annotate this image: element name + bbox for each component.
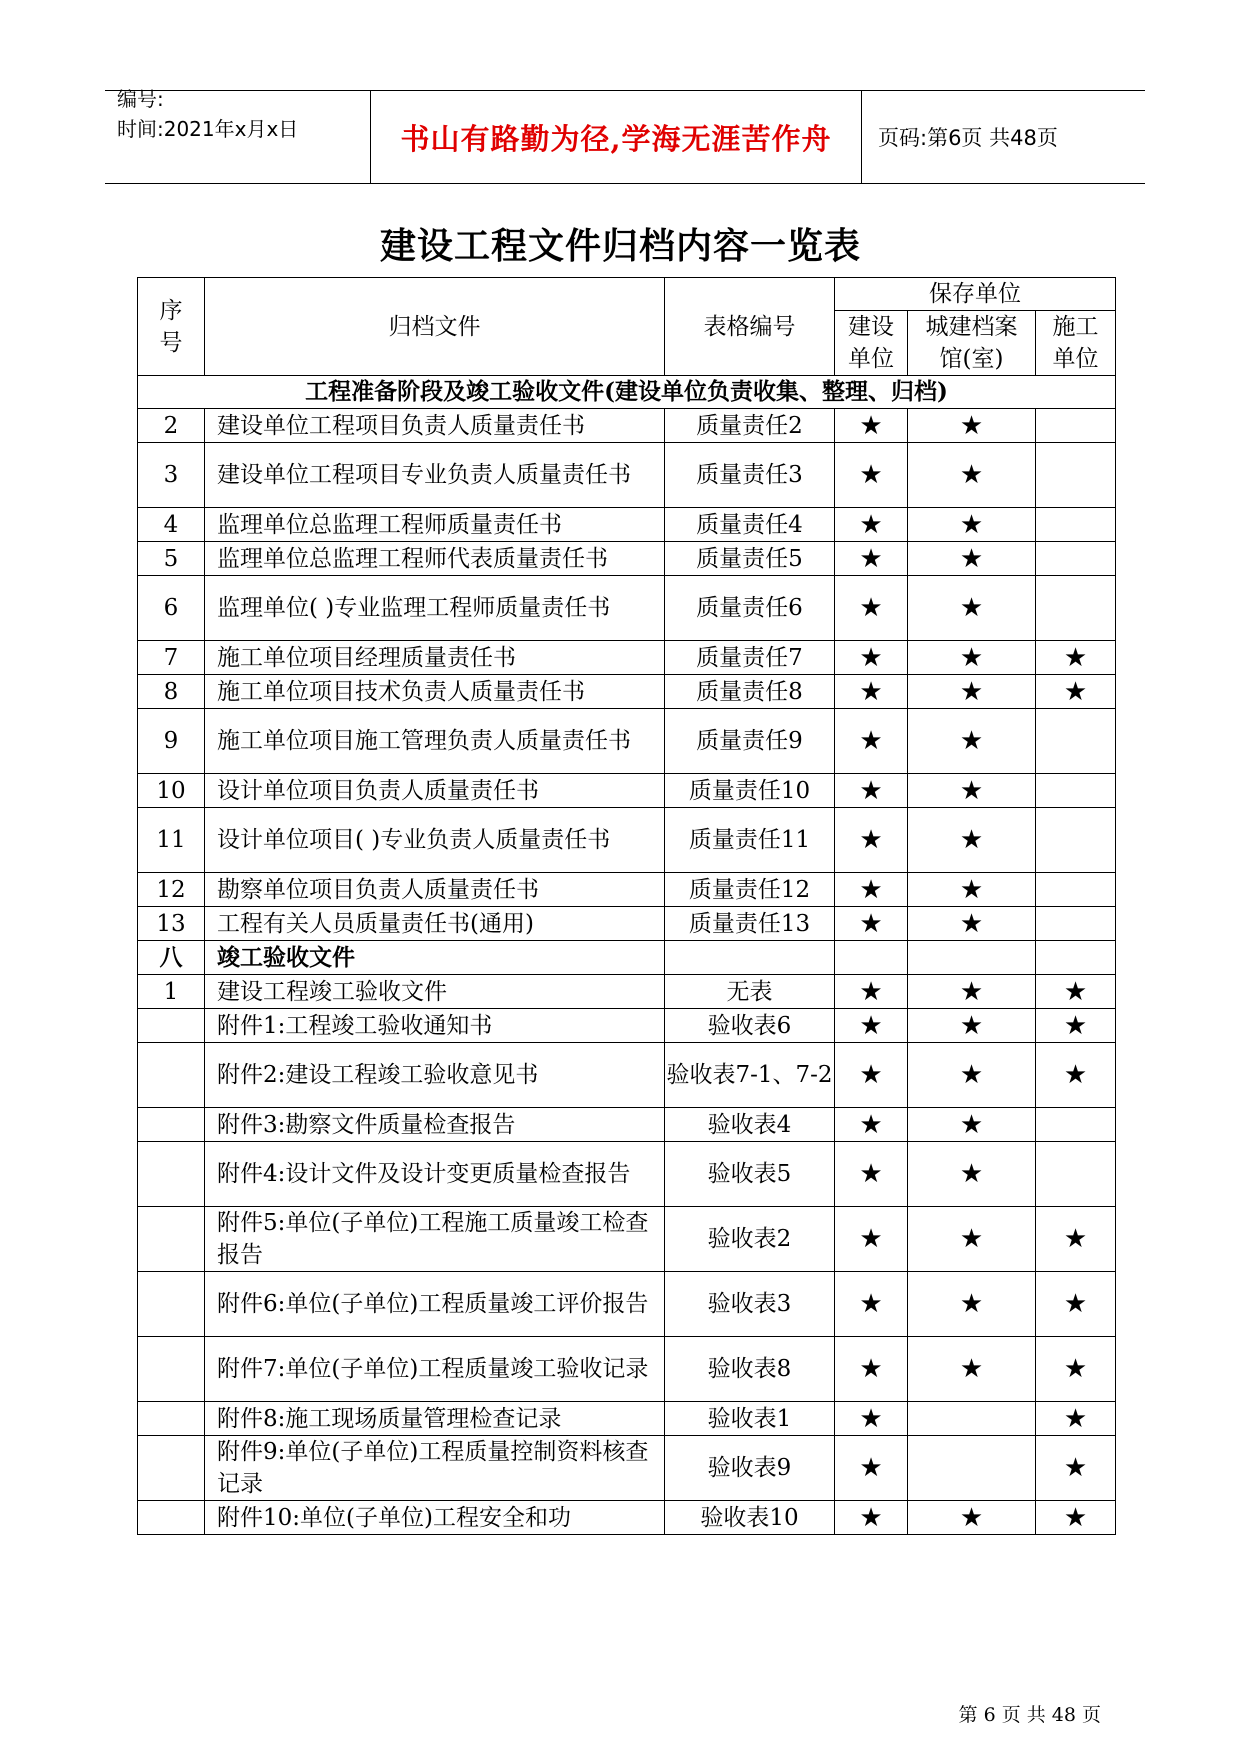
row-seq: 6 (138, 576, 205, 641)
row-contractor: ★ (1036, 1501, 1116, 1535)
table-row (138, 1009, 1116, 1043)
row-archive (908, 941, 1036, 975)
row-owner: ★ (835, 576, 908, 641)
row-seq: 13 (138, 907, 205, 941)
row-doc: 附件10:单位(子单位)工程安全和功 (205, 1501, 665, 1535)
row-archive: ★ (908, 443, 1036, 508)
row-doc: 施工单位项目技术负责人质量责任书 (205, 675, 665, 709)
row-doc: 附件6:单位(子单位)工程质量竣工评价报告 (205, 1272, 665, 1337)
row-archive: ★ (908, 709, 1036, 774)
row-archive: ★ (908, 907, 1036, 941)
row-contractor: ★ (1036, 641, 1116, 675)
row-seq (138, 1009, 205, 1043)
row-owner: ★ (835, 1402, 908, 1436)
table-row (138, 641, 1116, 675)
col-form-header: 表格编号 (665, 278, 835, 376)
table-row (138, 1207, 1116, 1272)
row-archive: ★ (908, 576, 1036, 641)
row-doc: 监理单位总监理工程师质量责任书 (205, 508, 665, 542)
row-seq (138, 1436, 205, 1501)
row-form: 验收表8 (665, 1337, 835, 1402)
time-label: 时间:2021年x月x日 (117, 117, 299, 141)
row-seq (138, 1402, 205, 1436)
row-form: 验收表10 (665, 1501, 835, 1535)
row-doc: 附件8:施工现场质量管理检查记录 (205, 1402, 665, 1436)
table-body (138, 409, 1116, 1535)
row-form: 质量责任9 (665, 709, 835, 774)
row-doc: 竣工验收文件 (205, 941, 665, 975)
table-row (138, 1436, 1116, 1501)
row-archive: ★ (908, 1207, 1036, 1272)
row-owner: ★ (835, 1272, 908, 1337)
row-doc: 监理单位总监理工程师代表质量责任书 (205, 542, 665, 576)
row-owner: ★ (835, 1501, 908, 1535)
col-keep-header: 保存单位 (835, 278, 1116, 311)
page-header (105, 87, 1145, 184)
row-seq (138, 1272, 205, 1337)
row-seq: 9 (138, 709, 205, 774)
page-footer: 第 6 页 共 48 页 (958, 1704, 1101, 1726)
col-archive-header: 城建档案馆(室) (908, 311, 1036, 376)
col-doc-header: 归档文件 (205, 278, 665, 376)
row-owner: ★ (835, 542, 908, 576)
row-doc: 监理单位( )专业监理工程师质量责任书 (205, 576, 665, 641)
row-archive: ★ (908, 641, 1036, 675)
row-owner: ★ (835, 808, 908, 873)
row-contractor (1036, 576, 1116, 641)
table-row (138, 409, 1116, 443)
row-doc: 附件9:单位(子单位)工程质量控制资料核查记录 (205, 1436, 665, 1501)
row-contractor: ★ (1036, 1207, 1116, 1272)
row-archive: ★ (908, 1142, 1036, 1207)
row-archive: ★ (908, 675, 1036, 709)
table-row (138, 1337, 1116, 1402)
table-row (138, 1501, 1116, 1535)
row-contractor (1036, 907, 1116, 941)
row-form: 质量责任6 (665, 576, 835, 641)
row-archive: ★ (908, 508, 1036, 542)
row-form: 质量责任12 (665, 873, 835, 907)
table-row (138, 1142, 1116, 1207)
row-doc: 设计单位项目( )专业负责人质量责任书 (205, 808, 665, 873)
row-archive: ★ (908, 1009, 1036, 1043)
row-owner: ★ (835, 873, 908, 907)
table-row (138, 542, 1116, 576)
row-contractor (1036, 808, 1116, 873)
row-form: 质量责任10 (665, 774, 835, 808)
row-contractor (1036, 941, 1116, 975)
document-title: 建设工程文件归档内容一览表 (379, 225, 861, 267)
row-doc: 附件5:单位(子单位)工程施工质量竣工检查报告 (205, 1207, 665, 1272)
row-form: 质量责任5 (665, 542, 835, 576)
row-owner: ★ (835, 1142, 908, 1207)
row-archive: ★ (908, 975, 1036, 1009)
row-owner: ★ (835, 443, 908, 508)
row-contractor: ★ (1036, 675, 1116, 709)
row-owner: ★ (835, 1207, 908, 1272)
row-seq: 2 (138, 409, 205, 443)
table-row (138, 1043, 1116, 1108)
row-doc: 附件2:建设工程竣工验收意见书 (205, 1043, 665, 1108)
row-archive: ★ (908, 873, 1036, 907)
row-contractor (1036, 774, 1116, 808)
row-seq: 3 (138, 443, 205, 508)
row-archive: ★ (908, 1043, 1036, 1108)
table-row (138, 808, 1116, 873)
row-contractor (1036, 542, 1116, 576)
row-form: 质量责任2 (665, 409, 835, 443)
row-seq (138, 1043, 205, 1108)
col-owner-header: 建设单位 (835, 311, 908, 376)
row-seq: 8 (138, 675, 205, 709)
row-archive: ★ (908, 808, 1036, 873)
row-doc: 附件1:工程竣工验收通知书 (205, 1009, 665, 1043)
row-form: 质量责任11 (665, 808, 835, 873)
row-owner: ★ (835, 508, 908, 542)
row-contractor (1036, 709, 1116, 774)
row-form: 验收表3 (665, 1272, 835, 1337)
row-form: 无表 (665, 975, 835, 1009)
row-seq (138, 1207, 205, 1272)
row-archive: ★ (908, 1501, 1036, 1535)
row-archive: ★ (908, 1272, 1036, 1337)
row-doc: 建设单位工程项目专业负责人质量责任书 (205, 443, 665, 508)
row-owner: ★ (835, 975, 908, 1009)
row-doc: 设计单位项目负责人质量责任书 (205, 774, 665, 808)
row-doc: 附件3:勘察文件质量检查报告 (205, 1108, 665, 1142)
row-contractor (1036, 1142, 1116, 1207)
row-archive: ★ (908, 1337, 1036, 1402)
row-owner: ★ (835, 709, 908, 774)
row-form: 验收表4 (665, 1108, 835, 1142)
table-row (138, 907, 1116, 941)
table-row (138, 443, 1116, 508)
table-row (138, 873, 1116, 907)
row-owner: ★ (835, 774, 908, 808)
row-contractor: ★ (1036, 1272, 1116, 1337)
row-contractor: ★ (1036, 1337, 1116, 1402)
row-owner: ★ (835, 675, 908, 709)
row-contractor (1036, 873, 1116, 907)
row-owner: ★ (835, 1337, 908, 1402)
row-archive: ★ (908, 1108, 1036, 1142)
row-doc: 施工单位项目经理质量责任书 (205, 641, 665, 675)
number-label: 编号: (117, 87, 164, 111)
row-doc: 勘察单位项目负责人质量责任书 (205, 873, 665, 907)
section-heading: 工程准备阶段及竣工验收文件(建设单位负责收集、整理、归档) (138, 376, 1116, 409)
row-seq: 12 (138, 873, 205, 907)
row-seq (138, 1337, 205, 1402)
row-form: 验收表6 (665, 1009, 835, 1043)
table-row (138, 774, 1116, 808)
row-doc: 附件4:设计文件及设计变更质量检查报告 (205, 1142, 665, 1207)
table-row (138, 508, 1116, 542)
row-seq: 5 (138, 542, 205, 576)
row-seq: 11 (138, 808, 205, 873)
row-form: 质量责任4 (665, 508, 835, 542)
row-contractor: ★ (1036, 1043, 1116, 1108)
table-row (138, 675, 1116, 709)
row-archive: ★ (908, 774, 1036, 808)
table-row (138, 1108, 1116, 1142)
row-contractor: ★ (1036, 1009, 1116, 1043)
header-left (105, 87, 370, 183)
row-archive: ★ (908, 409, 1036, 443)
row-form: 质量责任3 (665, 443, 835, 508)
table-row (138, 576, 1116, 641)
row-owner: ★ (835, 1436, 908, 1501)
row-owner: ★ (835, 1009, 908, 1043)
row-seq (138, 1108, 205, 1142)
table-row (138, 1402, 1116, 1436)
table-row (138, 941, 1116, 975)
row-doc: 施工单位项目施工管理负责人质量责任书 (205, 709, 665, 774)
col-contractor-header: 施工单位 (1036, 311, 1116, 376)
row-owner: ★ (835, 907, 908, 941)
row-seq: 10 (138, 774, 205, 808)
row-contractor (1036, 409, 1116, 443)
row-contractor: ★ (1036, 1402, 1116, 1436)
table-row (138, 975, 1116, 1009)
row-doc: 建设工程竣工验收文件 (205, 975, 665, 1009)
motto: 书山有路勤为径,学海无涯苦作舟 (370, 91, 862, 183)
row-owner: ★ (835, 641, 908, 675)
row-form: 验收表5 (665, 1142, 835, 1207)
row-archive: ★ (908, 542, 1036, 576)
row-form: 验收表1 (665, 1402, 835, 1436)
row-archive (908, 1436, 1036, 1501)
row-seq: 1 (138, 975, 205, 1009)
row-contractor (1036, 1108, 1116, 1142)
row-form (665, 941, 835, 975)
row-contractor (1036, 443, 1116, 508)
archive-table (137, 277, 1116, 1535)
row-owner: ★ (835, 409, 908, 443)
table-row (138, 1272, 1116, 1337)
col-seq-header: 序号 (138, 278, 205, 376)
row-seq (138, 1142, 205, 1207)
table-row (138, 709, 1116, 774)
row-form: 质量责任13 (665, 907, 835, 941)
row-doc: 附件7:单位(子单位)工程质量竣工验收记录 (205, 1337, 665, 1402)
row-owner: ★ (835, 1108, 908, 1142)
row-form: 验收表7-1、7-2 (665, 1043, 835, 1108)
row-seq (138, 1501, 205, 1535)
row-form: 质量责任7 (665, 641, 835, 675)
row-form: 验收表9 (665, 1436, 835, 1501)
row-archive (908, 1402, 1036, 1436)
row-contractor: ★ (1036, 975, 1116, 1009)
row-contractor: ★ (1036, 1436, 1116, 1501)
row-owner: ★ (835, 1043, 908, 1108)
row-owner (835, 941, 908, 975)
row-contractor (1036, 508, 1116, 542)
row-seq: 7 (138, 641, 205, 675)
row-form: 质量责任8 (665, 675, 835, 709)
row-seq: 八 (138, 941, 205, 975)
page-label: 页码:第6页 共48页 (878, 126, 1058, 150)
row-seq: 4 (138, 508, 205, 542)
row-doc: 建设单位工程项目负责人质量责任书 (205, 409, 665, 443)
row-form: 验收表2 (665, 1207, 835, 1272)
row-doc: 工程有关人员质量责任书(通用) (205, 907, 665, 941)
